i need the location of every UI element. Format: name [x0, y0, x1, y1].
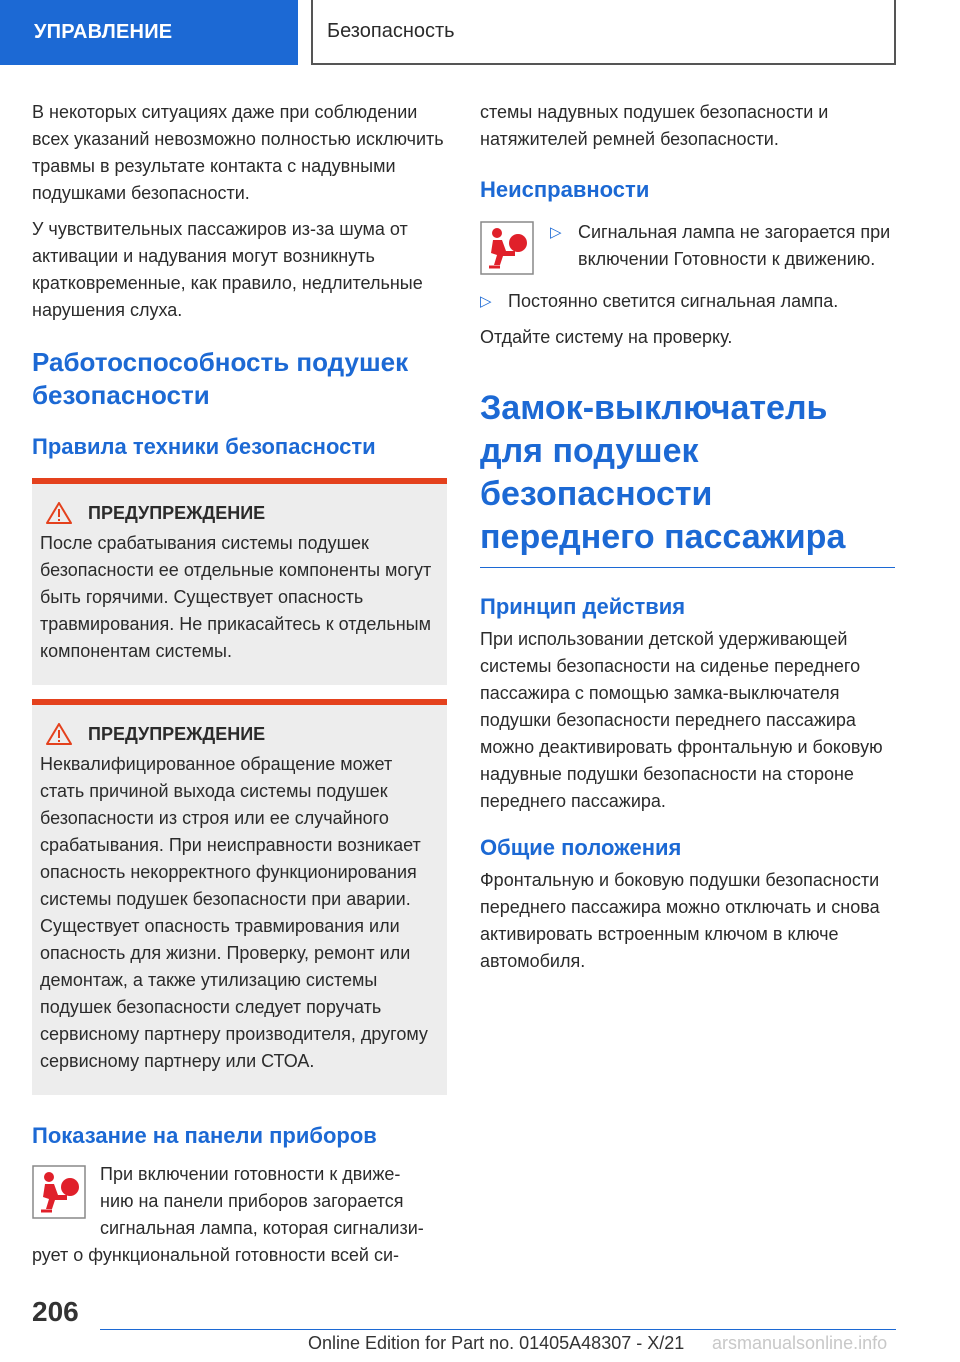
- list-item: [550, 219, 895, 273]
- general-heading: Общие положения: [480, 835, 682, 860]
- warning-title: ПРЕДУПРЕЖДЕНИЕ: [88, 502, 266, 523]
- display-text-line-2: нию на панели приборов загорается: [100, 1191, 404, 1211]
- airbag-warning-lamp-icon: [32, 1165, 86, 1219]
- triangle-bullet-icon: ▷: [550, 224, 562, 241]
- watermark: arsmanualsonline.info: [712, 1333, 888, 1353]
- list-item: [480, 288, 895, 315]
- bullet-text: Сигнальная лампа не загорается при включении Готовности к движению.: [578, 222, 891, 269]
- display-text-line-1: При включении готовности к движе-: [100, 1164, 401, 1184]
- chapter-title: УПРАВЛЕНИЕ: [34, 21, 173, 43]
- triangle-bullet-icon: ▷: [480, 293, 492, 310]
- page-number: 206: [32, 1296, 79, 1327]
- section-title: Безопасность: [327, 20, 455, 42]
- instrument-panel-heading: Показание на панели приборов: [32, 1123, 377, 1148]
- warning-text: После срабатывания системы подушек безопасности ее отдельные компоненты могут быть горячими. Существует опасность травмирования. Не прикасайтесь к отдельным компонентам системы.: [40, 533, 432, 661]
- display-text-line-3: сигнальная лампа, которая сигнализи-: [100, 1218, 424, 1238]
- safety-rules-heading: Правила техники безопасности: [32, 434, 376, 459]
- malfunction-block: [480, 219, 895, 282]
- airbag-warning-lamp-icon: [480, 221, 534, 275]
- bullet-text: Постоянно светится сигнальная лампа.: [508, 291, 839, 311]
- continued-paragraph: стемы надувных подушек безопасности и натяжителей ремней безопасности.: [480, 102, 829, 149]
- warning-title: ПРЕДУПРЕЖДЕНИЕ: [88, 723, 266, 744]
- display-text-continuation: рует о функциональной готовности всей си-: [32, 1245, 400, 1265]
- right-column: [480, 99, 895, 984]
- principle-paragraph: При использовании детской удерживающей системы безопасности на сиденье переднего пассажира с помощью замка-выключателя подушки безопасности переднего пассажира можно деактивировать фронтальную и боковую надувные подушки безопасности на стороне переднего пассажира.: [480, 629, 883, 811]
- warning-box-hot-components: [32, 478, 447, 685]
- hearing-paragraph: У чувствительных пассажиров из-за шума от активации и надувания могут возникнуть кратковременные, как правило, недлительные нарушения слуха.: [32, 219, 423, 320]
- left-column: [32, 99, 447, 1269]
- malfunctions-heading: Неисправности: [480, 177, 650, 202]
- operability-heading: Работоспособность подушек безопасности: [32, 347, 409, 410]
- check-paragraph: Отдайте систему на проверку.: [480, 327, 733, 347]
- intro-paragraph: В некоторых ситуациях даже при соблюдении всех указаний невозможно полностью исключить травмы в результате контакта с надувными подушками безопасности.: [32, 102, 444, 203]
- airbag-switch-heading: Замок-выключатель для подушек безопасности переднего пассажира: [480, 387, 895, 568]
- warning-triangle-icon: [46, 502, 72, 524]
- section-header: [311, 0, 896, 65]
- warning-triangle-icon: [46, 723, 72, 745]
- footer-divider: [100, 1329, 896, 1330]
- display-block: [32, 1161, 447, 1242]
- chapter-tab: [0, 0, 298, 65]
- general-paragraph: Фронтальную и боковую подушки безопасности переднего пассажира можно отключать и снова активировать встроенным ключом в ключе автомобиля.: [480, 870, 880, 971]
- warning-box-improper-handling: [32, 699, 447, 1095]
- warning-text: Неквалифицированное обращение может стать причиной выхода системы подушек безопасности из строя или ее случайного срабатывания. При неисправности возникает опасность некорректного функционирования системы подушек безопасности при аварии. Существует опасность травмирования или опасность для жизни. Проверку, ремонт или демонтаж, а также утилизацию системы подушек безопасности следует поручать сервисному партнеру производителя, другому сервисному партнеру или СТОА.: [40, 754, 428, 1071]
- edition-text: Online Edition for Part no. 01405A48307 - X/21: [308, 1333, 685, 1353]
- principle-heading: Принцип действия: [480, 594, 686, 619]
